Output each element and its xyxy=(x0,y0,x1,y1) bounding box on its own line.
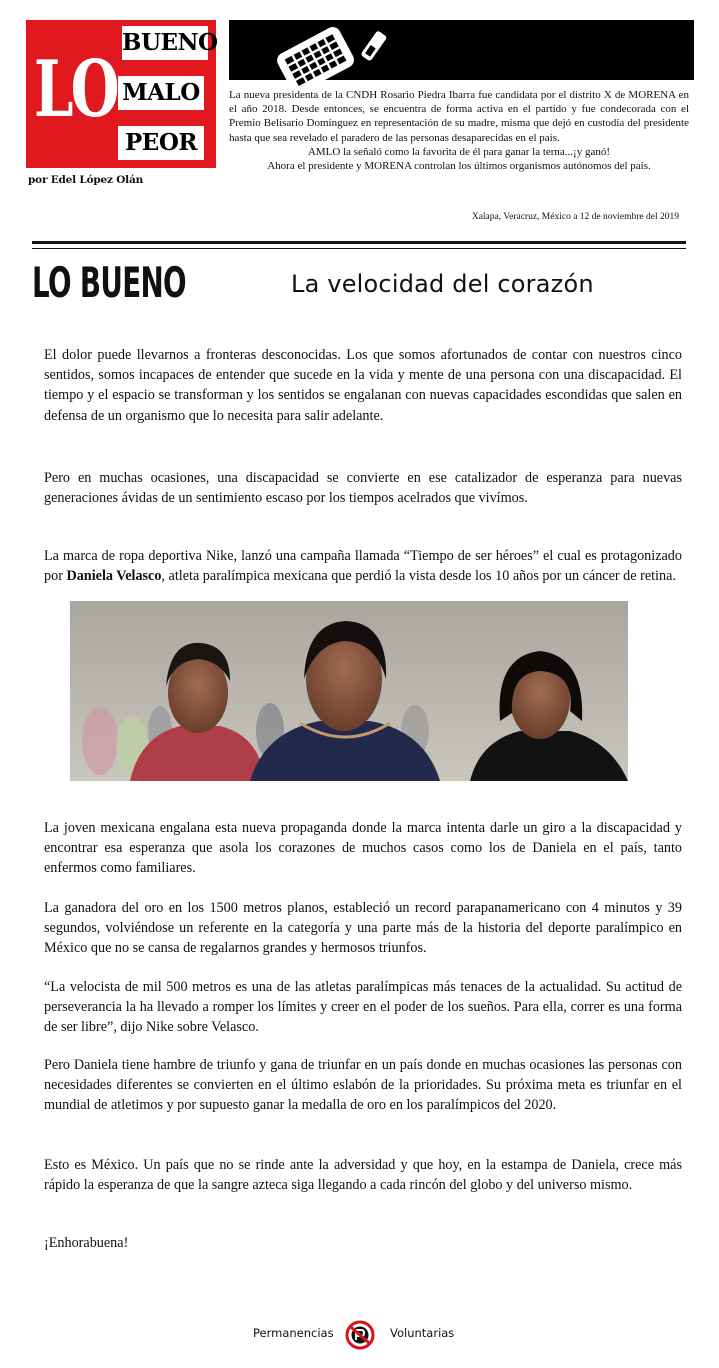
article-paragraph xyxy=(44,546,682,586)
article-headline: La velocidad del corazón xyxy=(291,270,594,298)
pv-circle-logo-icon xyxy=(345,1320,375,1350)
logo-word-bueno: BUENO xyxy=(122,26,208,60)
divider xyxy=(32,241,686,244)
article-photo xyxy=(70,601,628,781)
intro-text xyxy=(229,88,689,173)
article-paragraph xyxy=(44,977,682,1038)
logo xyxy=(26,20,216,168)
footer-right-text: Voluntarias xyxy=(390,1326,455,1340)
paragraph-text-part: La marca de ropa deportiva Nike, lanzó una campaña llamada “Tiempo de ser héroes” el cual es protagonizado por xyxy=(44,548,682,585)
paragraph-text: La joven mexicana engalana esta nueva propaganda donde la marca intenta darle un giro a la discapacidad y encontrar esa esperanza que asola los corazones de muchos casos como los de Daniela en el país, tanto enfermos como familiares. xyxy=(44,820,682,877)
paragraph-text: La ganadora del oro en los 1500 metros planos, estableció un record parapanamericano con 4 minutos y 39 segundos, volviéndose un referente en la categoría y una parte más de la historia del deporte paralímpico en México que no se cansa de regalarnos grandes y hermosos triunfos. xyxy=(44,900,682,957)
intro-line: AMLO la señaló como la favorita de él para ganar la terna...¡y ganó! xyxy=(307,145,611,158)
logo-word-malo: MALO xyxy=(118,76,204,110)
logo-lo: LO xyxy=(34,44,117,135)
article-paragraph xyxy=(44,818,682,879)
footer xyxy=(0,1320,719,1350)
paragraph-text: El dolor puede llevarnos a fronteras desconocidas. Los que somos afortunados de contar con nuestros cinco sentidos, somos incapaces de entender que sucede en la vida y mente de una persona con una discapacidad. El tiempo y el espacio se transforman y los sentidos se engalanan con nuevas capacidades escondidas que salen en defensa de un organismo que lo necesita para salir adelante. xyxy=(44,347,682,424)
paragraph-text: Pero en muchas ocasiones, una discapacidad se convierte en ese catalizador de esperanza para nuevas generaciones ávidas de un sentimiento escaso por los tiempos acelrados que vivímos. xyxy=(44,470,682,507)
header-banner xyxy=(229,20,694,80)
byline: por Edel López Olán xyxy=(28,174,144,186)
paragraph-text xyxy=(44,546,682,586)
paragraph-text-part: , atleta paralímpica mexicana que perdió la vista desde los 10 años por un cáncer de retina. xyxy=(161,568,676,585)
logo-word-peor: PEOR xyxy=(118,126,204,160)
article-paragraph xyxy=(44,1155,682,1195)
footer-left-text: Permanencias xyxy=(253,1326,334,1340)
article-paragraph xyxy=(44,468,682,508)
athlete-name: Daniela Velasco xyxy=(66,568,162,585)
intro-line: Ahora el presidente y MORENA controlan los últimos organismos autónomos del país. xyxy=(267,160,651,173)
article-paragraph xyxy=(44,1055,682,1116)
article-paragraph xyxy=(44,345,682,426)
intro-paragraph: La nueva presidenta de la CNDH Rosario Piedra Ibarra fue candidata por el distrito X de MORENA en el año 2018. Desde entonces, se encuentra de forma activa en el partido y fue condecorada con el Premio Belisario Domínguez en representación de su madre, misma que dejó en custodia del presidente hasta que sea revelado el paradero de las personas desaparecidas en el país. xyxy=(229,89,689,144)
paragraph-text: “La velocista de mil 500 metros es una de las atletas paralímpicas más tenaces de la actualidad. Su actitud de perseverancia la ha llevado a romper los límites y creer en el poder de los sueños. Para ella, correr es una forma de ser libre”, dijo Nike sobre Velasco. xyxy=(44,979,682,1036)
closing-text: ¡Enhorabuena! xyxy=(44,1235,129,1251)
divider xyxy=(32,248,686,249)
paragraph-text: Pero Daniela tiene hambre de triunfo y gana de triunfar en un país donde en muchas ocasiones las personas con necesidades diferentes se convierten en el último eslabón de la prioridades. Su próxima meta es triunfar en el mundial de atletimos y por supuesto ganar la medalla de oro en los paralímpicos del 2020. xyxy=(44,1057,682,1114)
cracked-phone-icon xyxy=(259,16,389,88)
section-title: LO BUENO xyxy=(32,258,186,307)
article-paragraph xyxy=(44,1233,682,1253)
article-paragraph xyxy=(44,898,682,959)
dateline: Xalapa, Veracruz, México a 12 de noviembre del 2019 xyxy=(471,212,679,222)
paragraph-text: Esto es México. Un país que no se rinde ante la adversidad y que hoy, en la estampa de Daniela, crece más rápido la esperanza de que la sangre azteca siga llegando a cada rincón del globo y del universo mismo. xyxy=(44,1157,682,1194)
